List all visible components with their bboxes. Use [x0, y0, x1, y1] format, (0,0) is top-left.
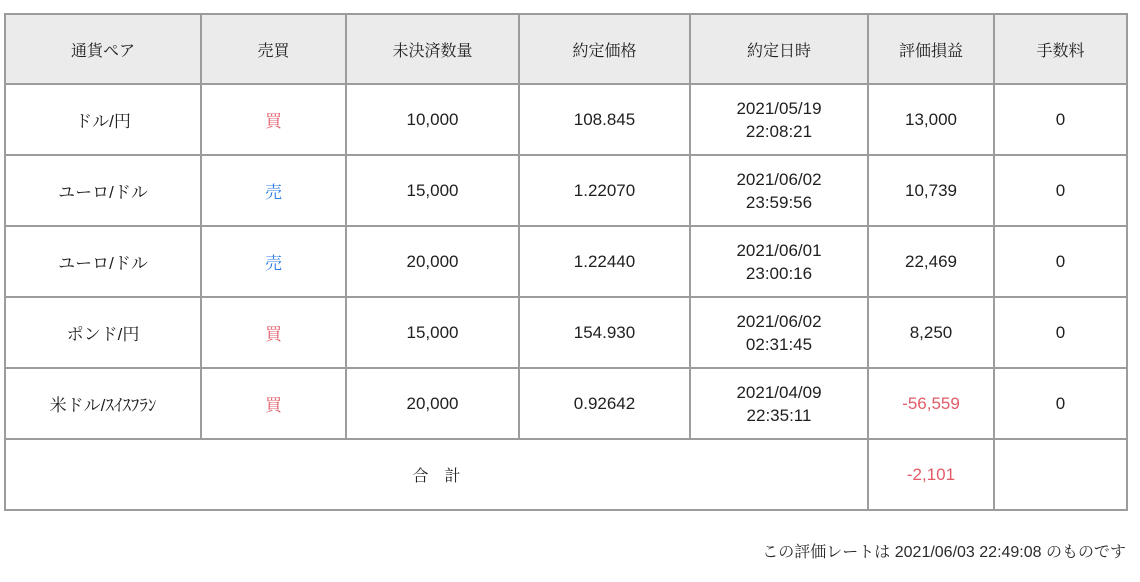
fee-cell: 0 — [994, 155, 1127, 226]
col-header-pair: 通貨ペア — [5, 14, 201, 84]
price-cell: 1.22070 — [519, 155, 690, 226]
position-row — [5, 84, 1127, 155]
quantity-cell: 15,000 — [346, 155, 519, 226]
side-cell: 買 — [201, 368, 346, 439]
col-header-pnl: 評価損益 — [868, 14, 994, 84]
datetime-cell — [690, 84, 868, 155]
total-row — [5, 439, 1127, 510]
trade-time: 02:31:45 — [745, 334, 813, 354]
quantity-cell: 20,000 — [346, 368, 519, 439]
col-header-side: 売買 — [201, 14, 346, 84]
fee-cell: 0 — [994, 368, 1127, 439]
datetime-cell — [690, 368, 868, 439]
price-cell: 154.930 — [519, 297, 690, 368]
pair-cell: ユーロ/ドル — [5, 155, 201, 226]
quantity-cell: 10,000 — [346, 84, 519, 155]
datetime-cell — [690, 297, 868, 368]
price-cell: 1.22440 — [519, 226, 690, 297]
trade-time: 22:08:21 — [745, 121, 813, 141]
col-header-price: 約定価格 — [519, 14, 690, 84]
pair-cell: 米ドル/ｽｲｽﾌﾗﾝ — [5, 368, 201, 439]
valuation-rate-note: この評価レートは 2021/06/03 22:49:08 のものです — [762, 544, 1126, 561]
total-pnl-cell: -2,101 — [868, 439, 994, 510]
col-header-quantity: 未決済数量 — [346, 14, 519, 84]
pair-cell: ポンド/円 — [5, 297, 201, 368]
col-header-datetime: 約定日時 — [690, 14, 868, 84]
position-row — [5, 226, 1127, 297]
side-cell: 買 — [201, 297, 346, 368]
trade-time: 22:35:11 — [746, 405, 812, 425]
fee-cell: 0 — [994, 226, 1127, 297]
pnl-cell: 8,250 — [868, 297, 994, 368]
total-fee-cell — [994, 439, 1127, 510]
trade-time: 23:59:56 — [745, 192, 813, 212]
pair-cell: ドル/円 — [5, 84, 201, 155]
trade-time: 23:00:16 — [745, 263, 813, 283]
side-cell: 売 — [201, 226, 346, 297]
fee-cell: 0 — [994, 297, 1127, 368]
pnl-cell: 13,000 — [868, 84, 994, 155]
side-cell: 買 — [201, 84, 346, 155]
trade-date: 2021/06/02 — [736, 311, 822, 331]
position-row — [5, 155, 1127, 226]
total-label-cell: 合 計 — [5, 439, 868, 510]
positions-table — [4, 13, 1128, 511]
datetime-cell — [690, 226, 868, 297]
header-row — [5, 14, 1127, 84]
trade-date: 2021/06/01 — [736, 240, 822, 260]
col-header-fee: 手数料 — [994, 14, 1127, 84]
price-cell: 0.92642 — [519, 368, 690, 439]
trade-date: 2021/05/19 — [736, 98, 822, 118]
pnl-cell: 10,739 — [868, 155, 994, 226]
trade-date: 2021/06/02 — [736, 169, 822, 189]
position-row — [5, 297, 1127, 368]
trade-date: 2021/04/09 — [736, 382, 822, 402]
side-cell: 売 — [201, 155, 346, 226]
pair-cell: ユーロ/ドル — [5, 226, 201, 297]
quantity-cell: 15,000 — [346, 297, 519, 368]
quantity-cell: 20,000 — [346, 226, 519, 297]
datetime-cell — [690, 155, 868, 226]
fee-cell: 0 — [994, 84, 1127, 155]
price-cell: 108.845 — [519, 84, 690, 155]
pnl-cell: -56,559 — [868, 368, 994, 439]
position-row — [5, 368, 1127, 439]
pnl-cell: 22,469 — [868, 226, 994, 297]
